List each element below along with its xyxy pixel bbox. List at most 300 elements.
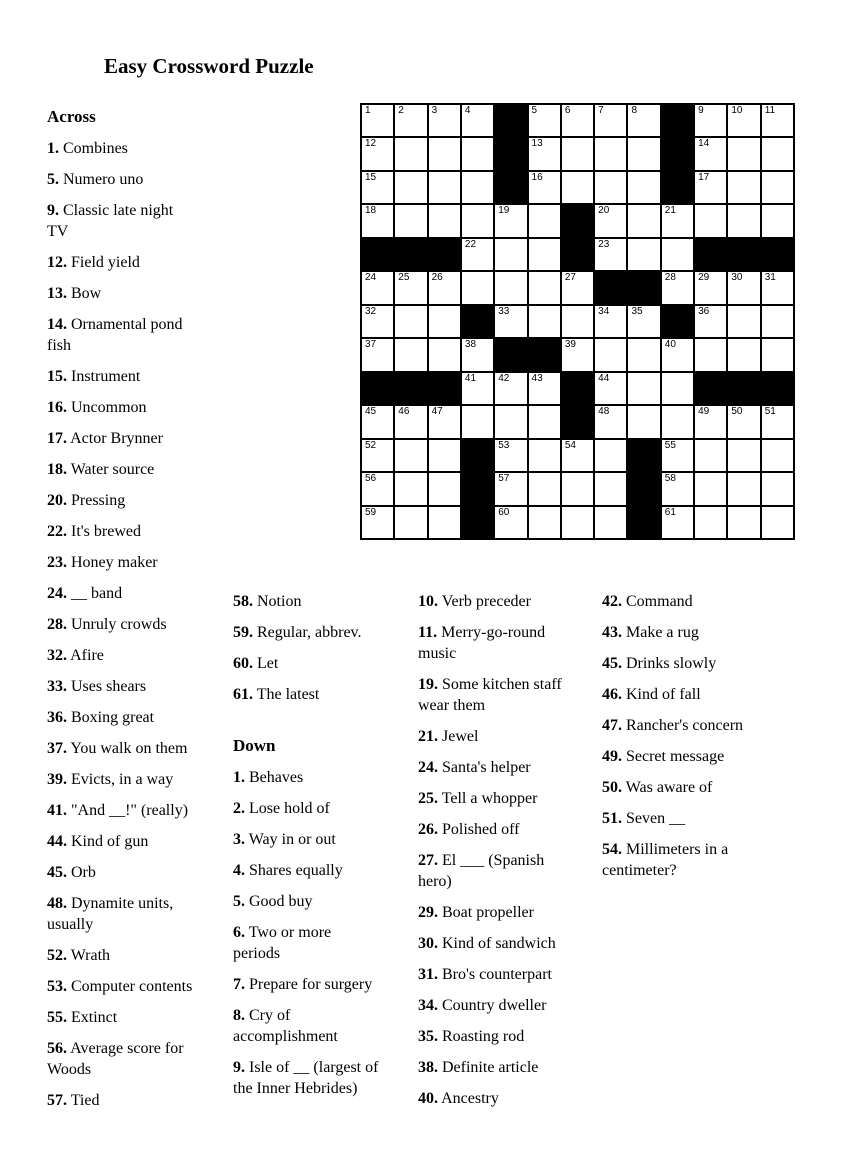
clue-text: Numero uno [59, 171, 144, 188]
cell-r2c7[interactable] [562, 138, 593, 169]
cell-r7c7[interactable] [562, 306, 593, 337]
cell-r10c9[interactable] [628, 406, 659, 437]
cell-number-3: 3 [431, 105, 438, 116]
cell-r11c13[interactable] [762, 440, 793, 471]
black-cell-r7c10 [662, 306, 693, 337]
clue-number: 3. [233, 831, 245, 848]
cell-number-13: 13 [531, 138, 543, 150]
cell-number-30: 30 [731, 272, 743, 284]
cell-r9c9[interactable] [628, 373, 659, 404]
black-cell-r9c3 [429, 373, 460, 404]
clue-number: 14. [47, 316, 67, 333]
cell-r11c5[interactable] [495, 440, 526, 471]
cell-r6c3[interactable] [429, 272, 460, 303]
cell-r5c10[interactable] [662, 239, 693, 270]
cell-number-60: 60 [498, 506, 510, 518]
cell-number-18: 18 [365, 205, 377, 217]
black-cell-r5c2 [395, 239, 426, 270]
cell-r1c9[interactable] [628, 105, 659, 136]
clue-text: El ___ (Spanish hero) [418, 852, 545, 890]
black-cell-r3c5 [495, 172, 526, 203]
cell-r3c6[interactable] [529, 172, 560, 203]
clue-across-41 [47, 800, 193, 821]
clue-number: 21. [418, 728, 438, 745]
cell-r5c5[interactable] [495, 239, 526, 270]
clue-column-3 [418, 591, 569, 1119]
cell-r1c7[interactable] [562, 105, 593, 136]
black-cell-r9c13 [762, 373, 793, 404]
cell-r1c11[interactable] [695, 105, 726, 136]
clue-text: Secret message [622, 748, 725, 765]
cell-r13c12[interactable] [728, 507, 759, 538]
cell-number-40: 40 [664, 339, 676, 351]
clue-number: 12. [47, 254, 67, 271]
clue-number: 20. [47, 492, 67, 509]
clue-number: 16. [47, 399, 67, 416]
cell-r8c8[interactable] [595, 339, 626, 370]
clue-text: Uses shears [67, 678, 147, 695]
clue-number: 43. [602, 624, 622, 641]
clue-across-32 [47, 645, 193, 666]
cell-r8c7[interactable] [562, 339, 593, 370]
clue-number: 51. [602, 810, 622, 827]
clue-down-31 [418, 964, 569, 985]
cell-r8c11[interactable] [695, 339, 726, 370]
cell-r13c3[interactable] [429, 507, 460, 538]
clue-number: 24. [47, 585, 67, 602]
cell-r10c3[interactable] [429, 406, 460, 437]
cell-r6c5[interactable] [495, 272, 526, 303]
clue-number: 23. [47, 554, 67, 571]
cell-r6c13[interactable] [762, 272, 793, 303]
black-cell-r4c7 [562, 205, 593, 236]
clue-down-1 [233, 767, 379, 788]
clue-text: Average score for Woods [47, 1040, 184, 1078]
cell-r3c13[interactable] [762, 172, 793, 203]
cell-r6c7[interactable] [562, 272, 593, 303]
clue-text: Combines [59, 140, 128, 157]
clue-number: 11. [418, 624, 438, 641]
clue-down-11 [418, 622, 569, 664]
cell-r9c4[interactable] [462, 373, 493, 404]
clue-down-47 [602, 715, 758, 736]
cell-r8c13[interactable] [762, 339, 793, 370]
cell-r11c3[interactable] [429, 440, 460, 471]
cell-r12c8[interactable] [595, 473, 626, 504]
cell-r10c1[interactable] [362, 406, 393, 437]
cell-r1c3[interactable] [429, 105, 460, 136]
clue-down-25 [418, 788, 569, 809]
cell-r12c1[interactable] [362, 473, 393, 504]
clue-number: 40. [418, 1090, 438, 1107]
clue-number: 19. [418, 676, 438, 693]
clue-number: 25. [418, 790, 438, 807]
cell-number-34: 34 [598, 305, 610, 317]
cell-r1c4[interactable] [462, 105, 493, 136]
black-cell-r11c9 [628, 440, 659, 471]
black-cell-r5c1 [362, 239, 393, 270]
clue-text: Shares equally [245, 862, 343, 879]
cell-r13c1[interactable] [362, 507, 393, 538]
cell-number-25: 25 [398, 272, 410, 284]
clue-across-59 [233, 622, 379, 643]
clue-text: Rancher's concern [622, 717, 744, 734]
cell-number-12: 12 [365, 138, 377, 150]
clue-number: 38. [418, 1059, 438, 1076]
clue-across-22 [47, 521, 193, 542]
cell-r12c13[interactable] [762, 473, 793, 504]
clue-across-52 [47, 945, 193, 966]
clue-across-5 [47, 169, 193, 190]
cell-r1c2[interactable] [395, 105, 426, 136]
cell-number-6: 6 [564, 105, 571, 116]
clue-column-4 [602, 591, 758, 891]
cell-r10c10[interactable] [662, 406, 693, 437]
cell-r13c5[interactable] [495, 507, 526, 538]
clue-text: Field yield [67, 254, 140, 271]
cell-r6c12[interactable] [728, 272, 759, 303]
clue-text: Unruly crowds [67, 616, 167, 633]
cell-r9c10[interactable] [662, 373, 693, 404]
cell-r9c8[interactable] [595, 373, 626, 404]
black-cell-r9c11 [695, 373, 726, 404]
clue-text: Seven __ [622, 810, 686, 827]
clue-text: Roasting rod [438, 1028, 525, 1045]
cell-number-22: 22 [464, 238, 477, 250]
cell-r3c8[interactable] [595, 172, 626, 203]
cell-number-46: 46 [398, 406, 410, 418]
clue-text: Honey maker [67, 554, 158, 571]
cell-r12c11[interactable] [695, 473, 726, 504]
clue-down-30 [418, 933, 569, 954]
clue-across-61 [233, 684, 379, 705]
clue-across-33 [47, 676, 193, 697]
cell-number-14: 14 [698, 138, 710, 150]
cell-r3c7[interactable] [562, 172, 593, 203]
clue-number: 15. [47, 368, 67, 385]
cell-r1c1[interactable] [362, 105, 393, 136]
cell-r7c6[interactable] [529, 306, 560, 337]
clue-text: Jewel [438, 728, 479, 745]
black-cell-r8c6 [529, 339, 560, 370]
clue-text: Notion [253, 593, 302, 610]
cell-number-49: 49 [698, 406, 710, 418]
cell-r9c5[interactable] [495, 373, 526, 404]
clue-across-23 [47, 552, 193, 573]
black-cell-r1c5 [495, 105, 526, 136]
clue-across-37 [47, 738, 193, 759]
cell-r4c3[interactable] [429, 205, 460, 236]
cell-number-10: 10 [731, 105, 743, 116]
clue-number: 1. [233, 769, 245, 786]
clue-number: 39. [47, 771, 67, 788]
cell-r4c12[interactable] [728, 205, 759, 236]
cell-r7c2[interactable] [395, 306, 426, 337]
black-cell-r5c7 [562, 239, 593, 270]
cell-r10c11[interactable] [695, 406, 726, 437]
clue-text: Instrument [67, 368, 141, 385]
cell-number-53: 53 [498, 439, 510, 451]
cell-r3c12[interactable] [728, 172, 759, 203]
clue-down-4 [233, 860, 379, 881]
cell-number-54: 54 [564, 439, 576, 451]
clue-number: 4. [233, 862, 245, 879]
cell-r13c7[interactable] [562, 507, 593, 538]
cell-r7c1[interactable] [362, 306, 393, 337]
cell-r13c6[interactable] [529, 507, 560, 538]
black-cell-r5c13 [762, 239, 793, 270]
cell-number-16: 16 [531, 171, 543, 183]
cell-r4c4[interactable] [462, 205, 493, 236]
clue-number: 45. [47, 864, 67, 881]
clue-number: 46. [602, 686, 622, 703]
clue-down-7 [233, 974, 379, 995]
cell-r3c1[interactable] [362, 172, 393, 203]
cell-r4c11[interactable] [695, 205, 726, 236]
clue-number: 53. [47, 978, 67, 995]
black-cell-r13c4 [462, 507, 493, 538]
clue-down-45 [602, 653, 758, 674]
cell-r3c2[interactable] [395, 172, 426, 203]
clue-text: Prepare for surgery [245, 976, 373, 993]
cell-r7c12[interactable] [728, 306, 759, 337]
cell-r2c8[interactable] [595, 138, 626, 169]
cell-number-7: 7 [598, 105, 604, 116]
clue-number: 47. [602, 717, 622, 734]
cell-number-55: 55 [664, 439, 676, 451]
cell-r11c8[interactable] [595, 440, 626, 471]
cell-r7c9[interactable] [628, 306, 659, 337]
cell-r10c4[interactable] [462, 406, 493, 437]
cell-r4c8[interactable] [595, 205, 626, 236]
clue-number: 9. [233, 1059, 245, 1076]
cell-number-20: 20 [598, 205, 610, 217]
clue-text: Some kitchen staff wear them [418, 676, 562, 714]
cell-number-42: 42 [498, 372, 510, 384]
cell-r12c5[interactable] [495, 473, 526, 504]
cell-r6c4[interactable] [462, 272, 493, 303]
clue-down-51 [602, 808, 758, 829]
clue-across-14 [47, 314, 193, 356]
clue-text: Way in or out [245, 831, 336, 848]
clue-number: 49. [602, 748, 622, 765]
clue-across-16 [47, 397, 193, 418]
clue-text: Ancestry [438, 1090, 499, 1107]
cell-r12c10[interactable] [662, 473, 693, 504]
cell-r6c10[interactable] [662, 272, 693, 303]
black-cell-r13c9 [628, 507, 659, 538]
cell-number-36: 36 [698, 305, 710, 317]
cell-r10c13[interactable] [762, 406, 793, 437]
clue-number: 42. [602, 593, 622, 610]
cell-r12c2[interactable] [395, 473, 426, 504]
black-cell-r9c1 [362, 373, 393, 404]
cell-r8c10[interactable] [662, 339, 693, 370]
cell-r4c13[interactable] [762, 205, 793, 236]
cell-number-56: 56 [365, 473, 377, 485]
cell-r13c11[interactable] [695, 507, 726, 538]
cell-r5c4[interactable] [462, 239, 493, 270]
cell-r8c12[interactable] [728, 339, 759, 370]
cell-number-29: 29 [698, 272, 710, 284]
clue-text: It's brewed [67, 523, 141, 540]
clue-number: 33. [47, 678, 67, 695]
cell-r8c3[interactable] [429, 339, 460, 370]
cell-r11c7[interactable] [562, 440, 593, 471]
clue-down-43 [602, 622, 758, 643]
clue-text: "And __!" (really) [67, 802, 189, 819]
clue-text: Behaves [245, 769, 304, 786]
cell-r10c5[interactable] [495, 406, 526, 437]
clue-text: Santa's helper [438, 759, 531, 776]
clue-across-17 [47, 428, 193, 449]
cell-number-31: 31 [764, 272, 776, 284]
cell-r8c2[interactable] [395, 339, 426, 370]
black-cell-r7c4 [462, 306, 493, 337]
clue-number: 22. [47, 523, 67, 540]
cell-number-4: 4 [464, 105, 471, 116]
cell-r13c2[interactable] [395, 507, 426, 538]
cell-r4c10[interactable] [662, 205, 693, 236]
cell-r2c4[interactable] [462, 138, 493, 169]
cell-number-45: 45 [365, 406, 377, 418]
cell-r2c11[interactable] [695, 138, 726, 169]
cell-r2c3[interactable] [429, 138, 460, 169]
cell-r2c13[interactable] [762, 138, 793, 169]
cell-number-43: 43 [531, 372, 543, 384]
clue-number: 48. [47, 895, 67, 912]
clue-number: 8. [233, 1007, 245, 1024]
clue-down-35 [418, 1026, 569, 1047]
clue-text: Evicts, in a way [67, 771, 174, 788]
cell-r4c6[interactable] [529, 205, 560, 236]
cell-r1c12[interactable] [728, 105, 759, 136]
black-cell-r5c11 [695, 239, 726, 270]
clue-text: Tell a whopper [438, 790, 538, 807]
cell-r5c6[interactable] [529, 239, 560, 270]
cell-r3c9[interactable] [628, 172, 659, 203]
cell-number-41: 41 [464, 372, 477, 384]
cell-r5c8[interactable] [595, 239, 626, 270]
cell-r2c9[interactable] [628, 138, 659, 169]
cell-r11c2[interactable] [395, 440, 426, 471]
cell-r13c13[interactable] [762, 507, 793, 538]
cell-r2c6[interactable] [529, 138, 560, 169]
cell-number-9: 9 [698, 105, 704, 116]
cell-r10c12[interactable] [728, 406, 759, 437]
cell-number-15: 15 [365, 171, 377, 183]
cell-r6c11[interactable] [695, 272, 726, 303]
clue-across-36 [47, 707, 193, 728]
clue-text: The latest [253, 686, 320, 703]
cell-r6c6[interactable] [529, 272, 560, 303]
cell-r11c12[interactable] [728, 440, 759, 471]
cell-r12c3[interactable] [429, 473, 460, 504]
cell-r11c10[interactable] [662, 440, 693, 471]
clue-across-56 [47, 1038, 193, 1080]
cell-r8c1[interactable] [362, 339, 393, 370]
cell-number-24: 24 [365, 272, 377, 284]
cell-number-19: 19 [498, 205, 510, 217]
clue-down-50 [602, 777, 758, 798]
cell-number-26: 26 [431, 272, 443, 284]
cell-number-50: 50 [731, 406, 743, 418]
cell-r10c6[interactable] [529, 406, 560, 437]
cell-r11c1[interactable] [362, 440, 393, 471]
cell-r11c11[interactable] [695, 440, 726, 471]
clue-text: Command [622, 593, 693, 610]
clue-down-5 [233, 891, 379, 912]
cell-r6c2[interactable] [395, 272, 426, 303]
cell-r5c9[interactable] [628, 239, 659, 270]
cell-r10c8[interactable] [595, 406, 626, 437]
cell-number-48: 48 [598, 406, 610, 418]
cell-r8c9[interactable] [628, 339, 659, 370]
cell-r2c12[interactable] [728, 138, 759, 169]
clue-down-40 [418, 1088, 569, 1109]
cell-r4c1[interactable] [362, 205, 393, 236]
cell-r12c7[interactable] [562, 473, 593, 504]
clue-down-42 [602, 591, 758, 612]
cell-r11c6[interactable] [529, 440, 560, 471]
cell-r7c8[interactable] [595, 306, 626, 337]
cell-r4c9[interactable] [628, 205, 659, 236]
black-cell-r5c12 [728, 239, 759, 270]
clue-text: Extinct [67, 1009, 118, 1026]
cell-r13c8[interactable] [595, 507, 626, 538]
cell-number-11: 11 [764, 105, 776, 116]
cell-r6c1[interactable] [362, 272, 393, 303]
clue-number: 50. [602, 779, 622, 796]
cell-r8c4[interactable] [462, 339, 493, 370]
clue-down-26 [418, 819, 569, 840]
clue-down-10 [418, 591, 569, 612]
clue-text: Two or more periods [233, 924, 332, 962]
cell-r13c10[interactable] [662, 507, 693, 538]
cell-r12c12[interactable] [728, 473, 759, 504]
cell-r12c6[interactable] [529, 473, 560, 504]
cell-r3c4[interactable] [462, 172, 493, 203]
cell-r10c2[interactable] [395, 406, 426, 437]
clue-number: 45. [602, 655, 622, 672]
clue-text: Bow [67, 285, 102, 302]
cell-r7c5[interactable] [495, 306, 526, 337]
black-cell-r6c9 [628, 272, 659, 303]
cell-r4c2[interactable] [395, 205, 426, 236]
cell-r7c13[interactable] [762, 306, 793, 337]
clue-number: 52. [47, 947, 67, 964]
cell-r7c3[interactable] [429, 306, 460, 337]
cell-r2c2[interactable] [395, 138, 426, 169]
cell-r9c6[interactable] [529, 373, 560, 404]
clue-across-58 [233, 591, 379, 612]
cell-r1c8[interactable] [595, 105, 626, 136]
cell-r3c11[interactable] [695, 172, 726, 203]
cell-r4c5[interactable] [495, 205, 526, 236]
cell-r1c6[interactable] [529, 105, 560, 136]
clue-text: Kind of sandwich [438, 935, 556, 952]
clue-number: 44. [47, 833, 67, 850]
cell-r2c1[interactable] [362, 138, 393, 169]
cell-r3c3[interactable] [429, 172, 460, 203]
cell-number-32: 32 [365, 305, 377, 317]
clue-number: 31. [418, 966, 438, 983]
black-cell-r10c7 [562, 406, 593, 437]
cell-r7c11[interactable] [695, 306, 726, 337]
cell-r1c13[interactable] [762, 105, 793, 136]
clue-text: Isle of __ (largest of the Inner Hebrides) [233, 1059, 379, 1097]
clue-text: Water source [67, 461, 155, 478]
